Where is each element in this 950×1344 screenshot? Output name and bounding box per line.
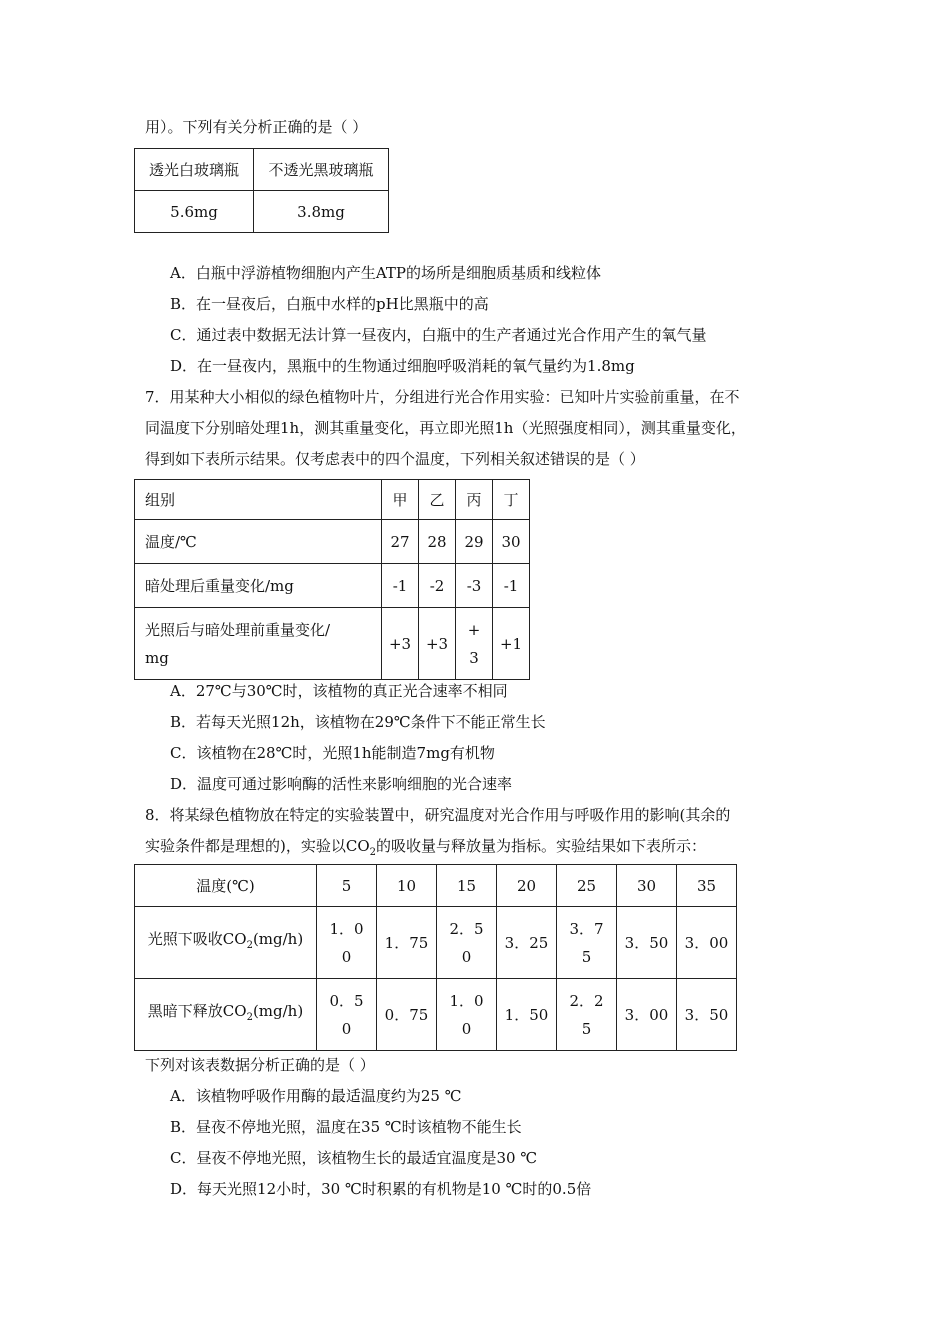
- table-cell: -1: [493, 564, 530, 608]
- cell-line: 1．75: [384, 933, 429, 952]
- table-cell: 27: [382, 520, 419, 564]
- white-bottle-header: 透光白玻璃瓶: [135, 149, 254, 191]
- cell-line: 1．0: [329, 919, 364, 938]
- q7-option-a: A．27℃与30℃时，该植物的真正光合速率不相同: [170, 682, 508, 700]
- q8-table: [134, 864, 737, 1051]
- cell-line: +: [467, 620, 481, 639]
- group-yi: 乙: [419, 480, 456, 520]
- table-cell: +1: [493, 608, 530, 680]
- cell-line: 5: [581, 947, 592, 966]
- q8-option-a: A．该植物呼吸作用酶的最适温度约为25 ℃: [170, 1087, 462, 1105]
- temp-cell: 5: [317, 865, 377, 907]
- q8-question: 下列对该表数据分析正确的是（ ）: [145, 1056, 375, 1074]
- text-span: (mg/h): [252, 1002, 304, 1020]
- table-cell: [617, 979, 677, 1051]
- table-cell: [456, 608, 493, 680]
- cell-line: 3．00: [684, 933, 729, 952]
- cell-line: 0: [461, 1019, 472, 1038]
- text-span: 黑暗下释放CO: [147, 1002, 247, 1020]
- table-cell: [317, 907, 377, 979]
- label-line: mg: [145, 648, 169, 667]
- table-cell: [377, 907, 437, 979]
- cell-line: 2．2: [569, 991, 604, 1010]
- table-cell: [557, 979, 617, 1051]
- light-absorb-label: [135, 907, 317, 979]
- white-bottle-value: 5.6mg: [135, 191, 254, 233]
- group-jia: 甲: [382, 480, 419, 520]
- table-row: [135, 608, 530, 680]
- table-cell: +3: [382, 608, 419, 680]
- table-cell: -3: [456, 564, 493, 608]
- table-cell: -1: [382, 564, 419, 608]
- cell-line: 0: [341, 1019, 352, 1038]
- cell-line: 0: [461, 947, 472, 966]
- black-bottle-header: 不透光黑玻璃瓶: [254, 149, 389, 191]
- table-cell: [437, 979, 497, 1051]
- cell-line: 0: [341, 947, 352, 966]
- q8-option-d: D．每天光照12小时，30 ℃时积累的有机物是10 ℃时的0.5倍: [170, 1180, 592, 1198]
- q7-option-c: C．该植物在28℃时，光照1h能制造7mg有机物: [170, 744, 495, 762]
- subscript: 2: [246, 1012, 253, 1023]
- q8-option-c: C．昼夜不停地光照，该植物生长的最适宜温度是30 ℃: [170, 1149, 538, 1167]
- table-cell: [377, 979, 437, 1051]
- q7-stem-line-3: 得到如下表所示结果。仅考虑表中的四个温度，下列相关叙述错误的是（ ）: [145, 450, 645, 468]
- cell-line: 3．00: [624, 1005, 669, 1024]
- q8-option-b: B．昼夜不停地光照，温度在35 ℃时该植物不能生长: [170, 1118, 522, 1136]
- cell-line: 3: [469, 648, 479, 667]
- q8-stem-line-1: 8．将某绿色植物放在特定的实验装置中，研究温度对光合作用与呼吸作用的影响(其余的: [145, 806, 731, 824]
- text-span: 的吸收量与释放量为指标。实验结果如下表所示：: [376, 837, 707, 855]
- dark-weight-label: 暗处理后重量变化/mg: [135, 564, 382, 608]
- q7-option-b: B．若每天光照12h，该植物在29℃条件下不能正常生长: [170, 713, 546, 731]
- label-line: 光照后与暗处理前重量变化/: [145, 620, 331, 639]
- q6-option-d: D．在一昼夜内，黑瓶中的生物通过细胞呼吸消耗的氧气量约为1.8mg: [170, 357, 635, 375]
- cell-line: 1．0: [449, 991, 484, 1010]
- text-span: (mg/h): [252, 930, 304, 948]
- q7-stem-line-1: 7．用某种大小相似的绿色植物叶片，分组进行光合作用实验：已知叶片实验前重量，在不: [145, 388, 740, 406]
- cell-line: 5: [581, 1019, 592, 1038]
- table-cell: [317, 979, 377, 1051]
- table-cell: [617, 907, 677, 979]
- table-cell: [677, 979, 737, 1051]
- black-bottle-value: 3.8mg: [254, 191, 389, 233]
- cell-line: 1．50: [504, 1005, 549, 1024]
- table-row: [135, 480, 530, 520]
- text-span: 光照下吸收CO: [147, 930, 247, 948]
- q6-option-a: A．白瓶中浮游植物细胞内产生ATP的场所是细胞质基质和线粒体: [170, 264, 601, 282]
- table-cell: 28: [419, 520, 456, 564]
- cell-line: 3．25: [504, 933, 549, 952]
- temperature-label: 温度/℃: [135, 520, 382, 564]
- q6-option-b: B．在一昼夜后，白瓶中水样的pH比黑瓶中的高: [170, 295, 489, 313]
- temp-cell: 15: [437, 865, 497, 907]
- bottle-table: [134, 148, 389, 233]
- cell-line: 3．50: [624, 933, 669, 952]
- group-label: 组别: [135, 480, 382, 520]
- table-cell: [677, 907, 737, 979]
- temp-cell: 25: [557, 865, 617, 907]
- cell-line: 2．5: [449, 919, 484, 938]
- question-intro-tail: 用）。下列有关分析正确的是（ ）: [145, 118, 368, 136]
- table-cell: -2: [419, 564, 456, 608]
- table-cell: 30: [493, 520, 530, 564]
- table-cell: [497, 907, 557, 979]
- q6-option-c: C．通过表中数据无法计算一昼夜内，白瓶中的生产者通过光合作用产生的氧气量: [170, 326, 707, 344]
- q7-option-d: D．温度可通过影响酶的活性来影响细胞的光合速率: [170, 775, 513, 793]
- cell-line: 0．75: [384, 1005, 429, 1024]
- cell-line: 0．5: [329, 991, 364, 1010]
- cell-line: 3．7: [569, 919, 604, 938]
- temp-cell: 30: [617, 865, 677, 907]
- q8-stem-line-2: [145, 836, 706, 863]
- table-cell: [497, 979, 557, 1051]
- table-cell: +3: [419, 608, 456, 680]
- group-ding: 丁: [493, 480, 530, 520]
- q7-table: [134, 479, 530, 680]
- text-span: 实验条件都是理想的)，实验以CO: [145, 837, 370, 855]
- table-row: [135, 564, 530, 608]
- table-cell: [437, 907, 497, 979]
- table-row: [135, 907, 737, 979]
- dark-release-label: [135, 979, 317, 1051]
- group-bing: 丙: [456, 480, 493, 520]
- subscript: 2: [246, 940, 253, 951]
- table-row: [135, 979, 737, 1051]
- q7-stem-line-2: 同温度下分别暗处理1h，测其重量变化，再立即光照1h（光照强度相同），测其重量变化，: [145, 419, 746, 437]
- temperature-header: 温度(℃): [135, 865, 317, 907]
- cell-line: 3．50: [684, 1005, 729, 1024]
- temp-cell: 10: [377, 865, 437, 907]
- table-cell: [557, 907, 617, 979]
- temp-cell: 35: [677, 865, 737, 907]
- subscript: 2: [369, 847, 377, 858]
- table-cell: 29: [456, 520, 493, 564]
- temp-cell: 20: [497, 865, 557, 907]
- table-row: [135, 865, 737, 907]
- light-weight-label: [135, 608, 382, 680]
- table-row: [135, 520, 530, 564]
